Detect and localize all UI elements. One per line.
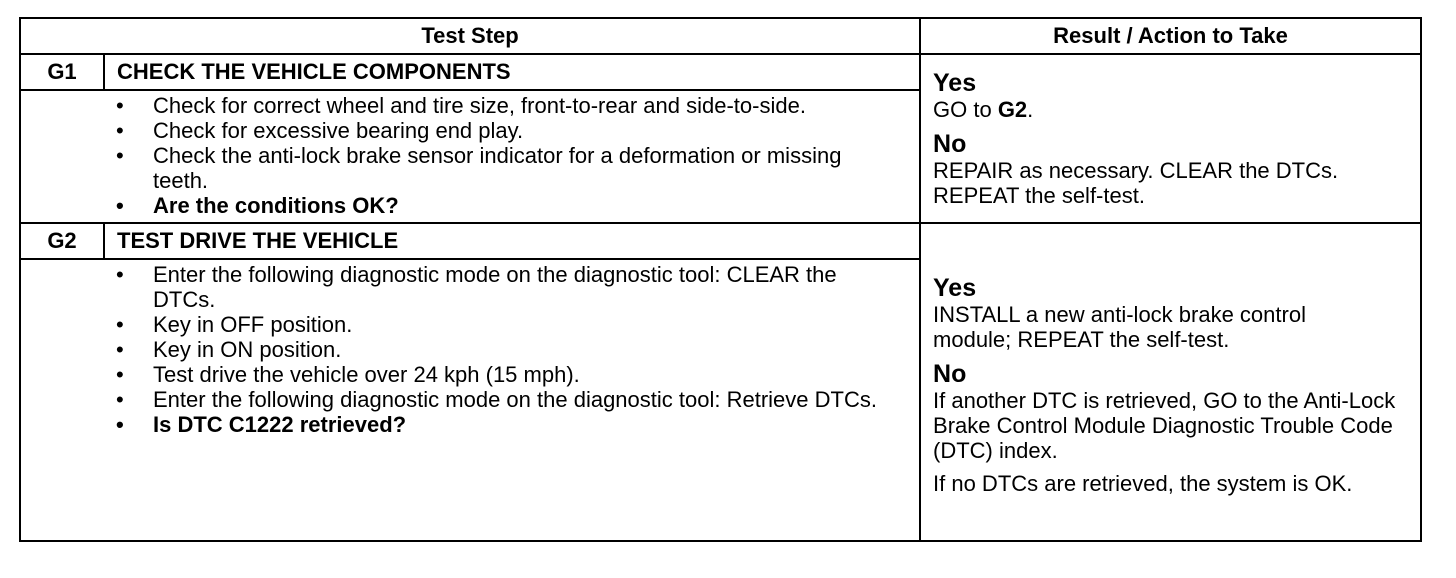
step-g1-bullets (21, 91, 919, 222)
step-g2-no-text-2: If no DTCs are retrieved, the system is OK. (933, 471, 1353, 496)
step-g1-no-text: REPAIR as necessary. CLEAR the DTCs. REPEAT the self-test. (933, 158, 1339, 208)
step-g1-title-row (20, 54, 1421, 90)
step-g2-bullets (21, 260, 919, 441)
list-item: • Check the anti-lock brake sensor indicator for a deformation or missing teeth. (116, 143, 842, 193)
step-g1-id: G1 (20, 54, 104, 90)
header-row (20, 18, 1421, 54)
step-g1-yes-text (933, 97, 1420, 122)
step-g1-yes-suffix: . (1027, 97, 1034, 122)
list-item-question: • Are the conditions OK? (116, 193, 399, 218)
step-g2-result (920, 223, 1421, 541)
step-g1-yes-label: Yes (933, 69, 977, 97)
step-g2-yes-text: INSTALL a new anti-lock brake control module; REPEAT the self-test. (933, 302, 1306, 352)
step-g1-yes-target: G2 (997, 97, 1028, 122)
step-g2-body (20, 259, 920, 541)
step-g1-no-label: No (933, 130, 967, 158)
step-g2-yes-label: Yes (933, 274, 977, 302)
step-g2-id: G2 (20, 223, 104, 259)
list-item: • Key in ON position. (116, 337, 342, 362)
step-g1-result (920, 54, 1421, 223)
header-test-step: Test Step (20, 18, 920, 54)
list-item: • Check for correct wheel and tire size, front-to-rear and side-to-side. (116, 93, 806, 118)
step-g2-no-text: If another DTC is retrieved, GO to the Anti-Lock Brake Control Module Diagnostic Trouble Code (DTC) index. (933, 388, 1396, 463)
step-g2-title: TEST DRIVE THE VEHICLE (104, 223, 920, 259)
list-item-question: • Is DTC C1222 retrieved? (116, 412, 407, 437)
list-item: • Enter the following diagnostic mode on the diagnostic tool: CLEAR the DTCs. (116, 262, 837, 312)
step-g2-title-row (20, 223, 1421, 259)
step-g1-yes-prefix: GO to (933, 97, 998, 122)
list-item: • Check for excessive bearing end play. (116, 118, 524, 143)
header-result-action: Result / Action to Take (920, 18, 1421, 54)
step-g1-body (20, 90, 920, 223)
step-g2-no-label: No (933, 360, 967, 388)
list-item: • Key in OFF position. (116, 312, 353, 337)
list-item: • Test drive the vehicle over 24 kph (15 mph). (116, 362, 580, 387)
diagnostic-test-table (19, 17, 1422, 542)
list-item: • Enter the following diagnostic mode on the diagnostic tool: Retrieve DTCs. (116, 387, 877, 412)
step-g1-title: CHECK THE VEHICLE COMPONENTS (104, 54, 920, 90)
